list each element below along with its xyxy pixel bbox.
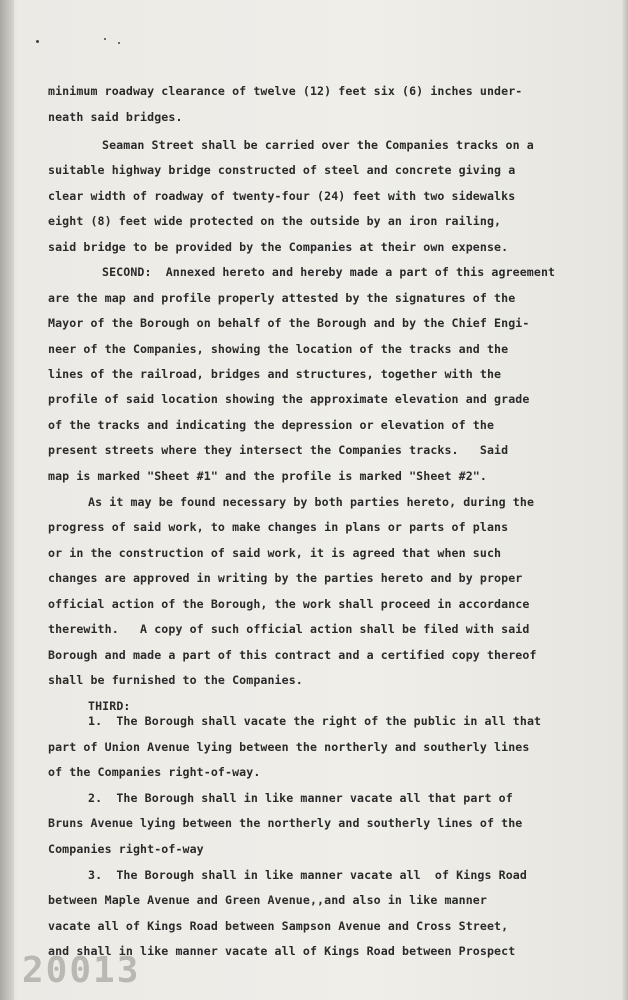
text-line: Companies right-of-way [48, 842, 204, 856]
text-line: map is marked "Sheet #1" and the profile is marked "Sheet #2". [48, 469, 487, 483]
scan-speck [104, 38, 106, 40]
page-stamp-number: 20013 [22, 950, 141, 991]
text-line: SECOND: Annexed hereto and hereby made a part of this agreement [102, 265, 556, 279]
text-line: neath said bridges. [48, 110, 183, 124]
page-right-edge [622, 0, 628, 1000]
text-line: and shall in like manner vacate all of Kings Road between Prospect [48, 944, 516, 958]
text-line: progress of said work, to make changes in plans or parts of plans [48, 520, 509, 534]
text-line: Bruns Avenue lying between the northerly and southerly lines of the [48, 816, 523, 830]
text-line: 3. The Borough shall in like manner vacate all of Kings Road [88, 868, 527, 882]
page-left-edge [0, 0, 14, 1000]
text-line: changes are approved in writing by the parties hereto and by proper [48, 571, 523, 585]
scan-speck [118, 42, 120, 44]
scan-speck [36, 40, 39, 43]
text-line: therewith. A copy of such official action shall be filed with said [48, 622, 530, 636]
text-line: profile of said location showing the approximate elevation and grade [48, 392, 530, 406]
text-line: eight (8) feet wide protected on the outside by an iron railing, [48, 214, 502, 228]
text-line: As it may be found necessary by both parties hereto, during the [88, 495, 535, 509]
text-line: between Maple Avenue and Green Avenue,,and also in like manner [48, 893, 487, 907]
text-line: clear width of roadway of twenty-four (24) feet with two sidewalks [48, 189, 516, 203]
section-heading: THIRD: [88, 699, 131, 713]
text-line: of the tracks and indicating the depression or elevation of the [48, 418, 495, 432]
text-line: vacate all of Kings Road between Sampson Avenue and Cross Street, [48, 919, 509, 933]
text-line: present streets where they intersect the Companies tracks. Said [48, 443, 509, 457]
text-line: suitable highway bridge constructed of steel and concrete giving a [48, 163, 516, 177]
text-line: said bridge to be provided by the Companies at their own expense. [48, 240, 509, 254]
text-line: Borough and made a part of this contract and a certified copy thereof [48, 648, 537, 662]
text-line: lines of the railroad, bridges and structures, together with the [48, 367, 502, 381]
text-line: 2. The Borough shall in like manner vacate all that part of [88, 791, 513, 805]
text-line: minimum roadway clearance of twelve (12) feet six (6) inches under- [48, 84, 523, 98]
text-line: 1. The Borough shall vacate the right of the public in all that [88, 714, 542, 728]
text-line: part of Union Avenue lying between the northerly and southerly lines [48, 740, 530, 754]
text-line: Mayor of the Borough on behalf of the Borough and by the Chief Engi- [48, 316, 530, 330]
text-line: of the Companies right-of-way. [48, 765, 261, 779]
text-line: shall be furnished to the Companies. [48, 673, 303, 687]
text-line: official action of the Borough, the work shall proceed in accordance [48, 597, 530, 611]
text-line: neer of the Companies, showing the location of the tracks and the [48, 342, 509, 356]
text-line: or in the construction of said work, it is agreed that when such [48, 546, 502, 560]
text-line: Seaman Street shall be carried over the Companies tracks on a [102, 138, 534, 152]
text-line: are the map and profile properly attested by the signatures of the [48, 291, 516, 305]
